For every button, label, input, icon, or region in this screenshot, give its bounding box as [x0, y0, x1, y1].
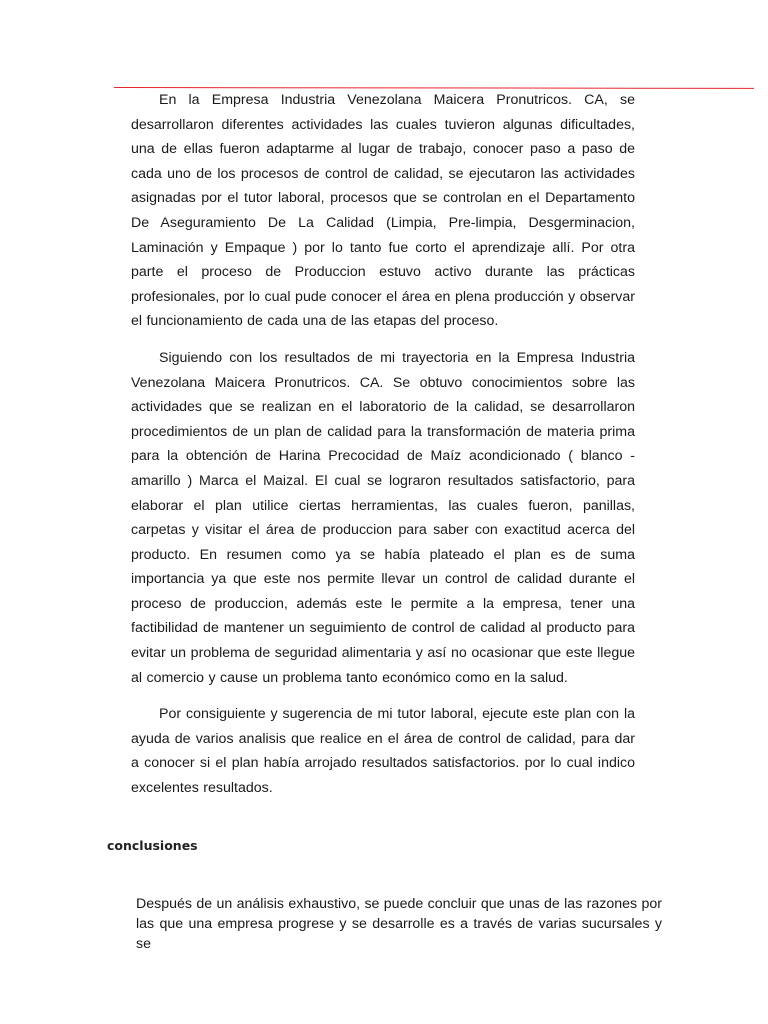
document-body	[131, 88, 635, 801]
paragraph-2: Siguiendo con los resultados de mi trayectoria en la Empresa Industria Venezolana Maicera Pronutricos. CA. Se obtuvo conocimientos sobre las actividades que se realizan en el laboratorio de la calidad, se desarrollaron procedimientos de un plan de calidad para la transformación de materia prima para la obtención de Harina Precocidad de Maíz acondicionado ( blanco - amarillo ) Marca el Maizal. El cual se lograron resultados satisfactorio, para elaborar el plan utilice ciertas herramientas, las cuales fueron, panillas, carpetas y visitar el área de produccion para saber con exactitud acerca del producto. En resumen como ya se había plateado el plan es de suma importancia ya que este nos permite llevar un control de calidad durante el proceso de produccion, además este le permite a la empresa, tener una factibilidad de mantener un seguimiento de control de calidad al producto para evitar un problema de seguridad alimentaria y así no ocasionar que este llegue al comercio y cause un problema tanto económico como en la salud.	[131, 349, 635, 686]
paragraph-1: En la Empresa Industria Venezolana Maicera Pronutricos. CA, se desarrollaron diferentes actividades las cuales tuvieron algunas dificultades, una de ellas fueron adaptarme al lugar de trabajo, conocer paso a paso de cada uno de los procesos de control de calidad, se ejecutaron las actividades asignadas por el tutor laboral, procesos que se controlan en el Departamento De Aseguramiento De La Calidad (Limpia, Pre-limpia, Desgerminacion, Laminación y Empaque ) por lo tanto fue corto el aprendizaje allí. Por otra parte el proceso de Produccion estuvo activo durante las prácticas profesionales, por lo cual pude conocer el área en plena producción y observar el funcionamiento de cada una de las etapas del proceso.	[131, 92, 635, 330]
conclusions-paragraph: Después de un análisis exhaustivo, se puede concluir que unas de las razones por las que una empresa progrese y se desarrolle es a través de varias sucursales y se	[136, 896, 662, 952]
conclusions-heading: conclusiones	[107, 838, 198, 853]
paragraph-3: Por consiguiente y sugerencia de mi tutor laboral, ejecute este plan con la ayuda de varios analisis que realice en el área de control de calidad, para dar a conocer si el plan había arrojado resultados satisfactorios. por lo cual indico excelentes resultados.	[131, 706, 635, 797]
